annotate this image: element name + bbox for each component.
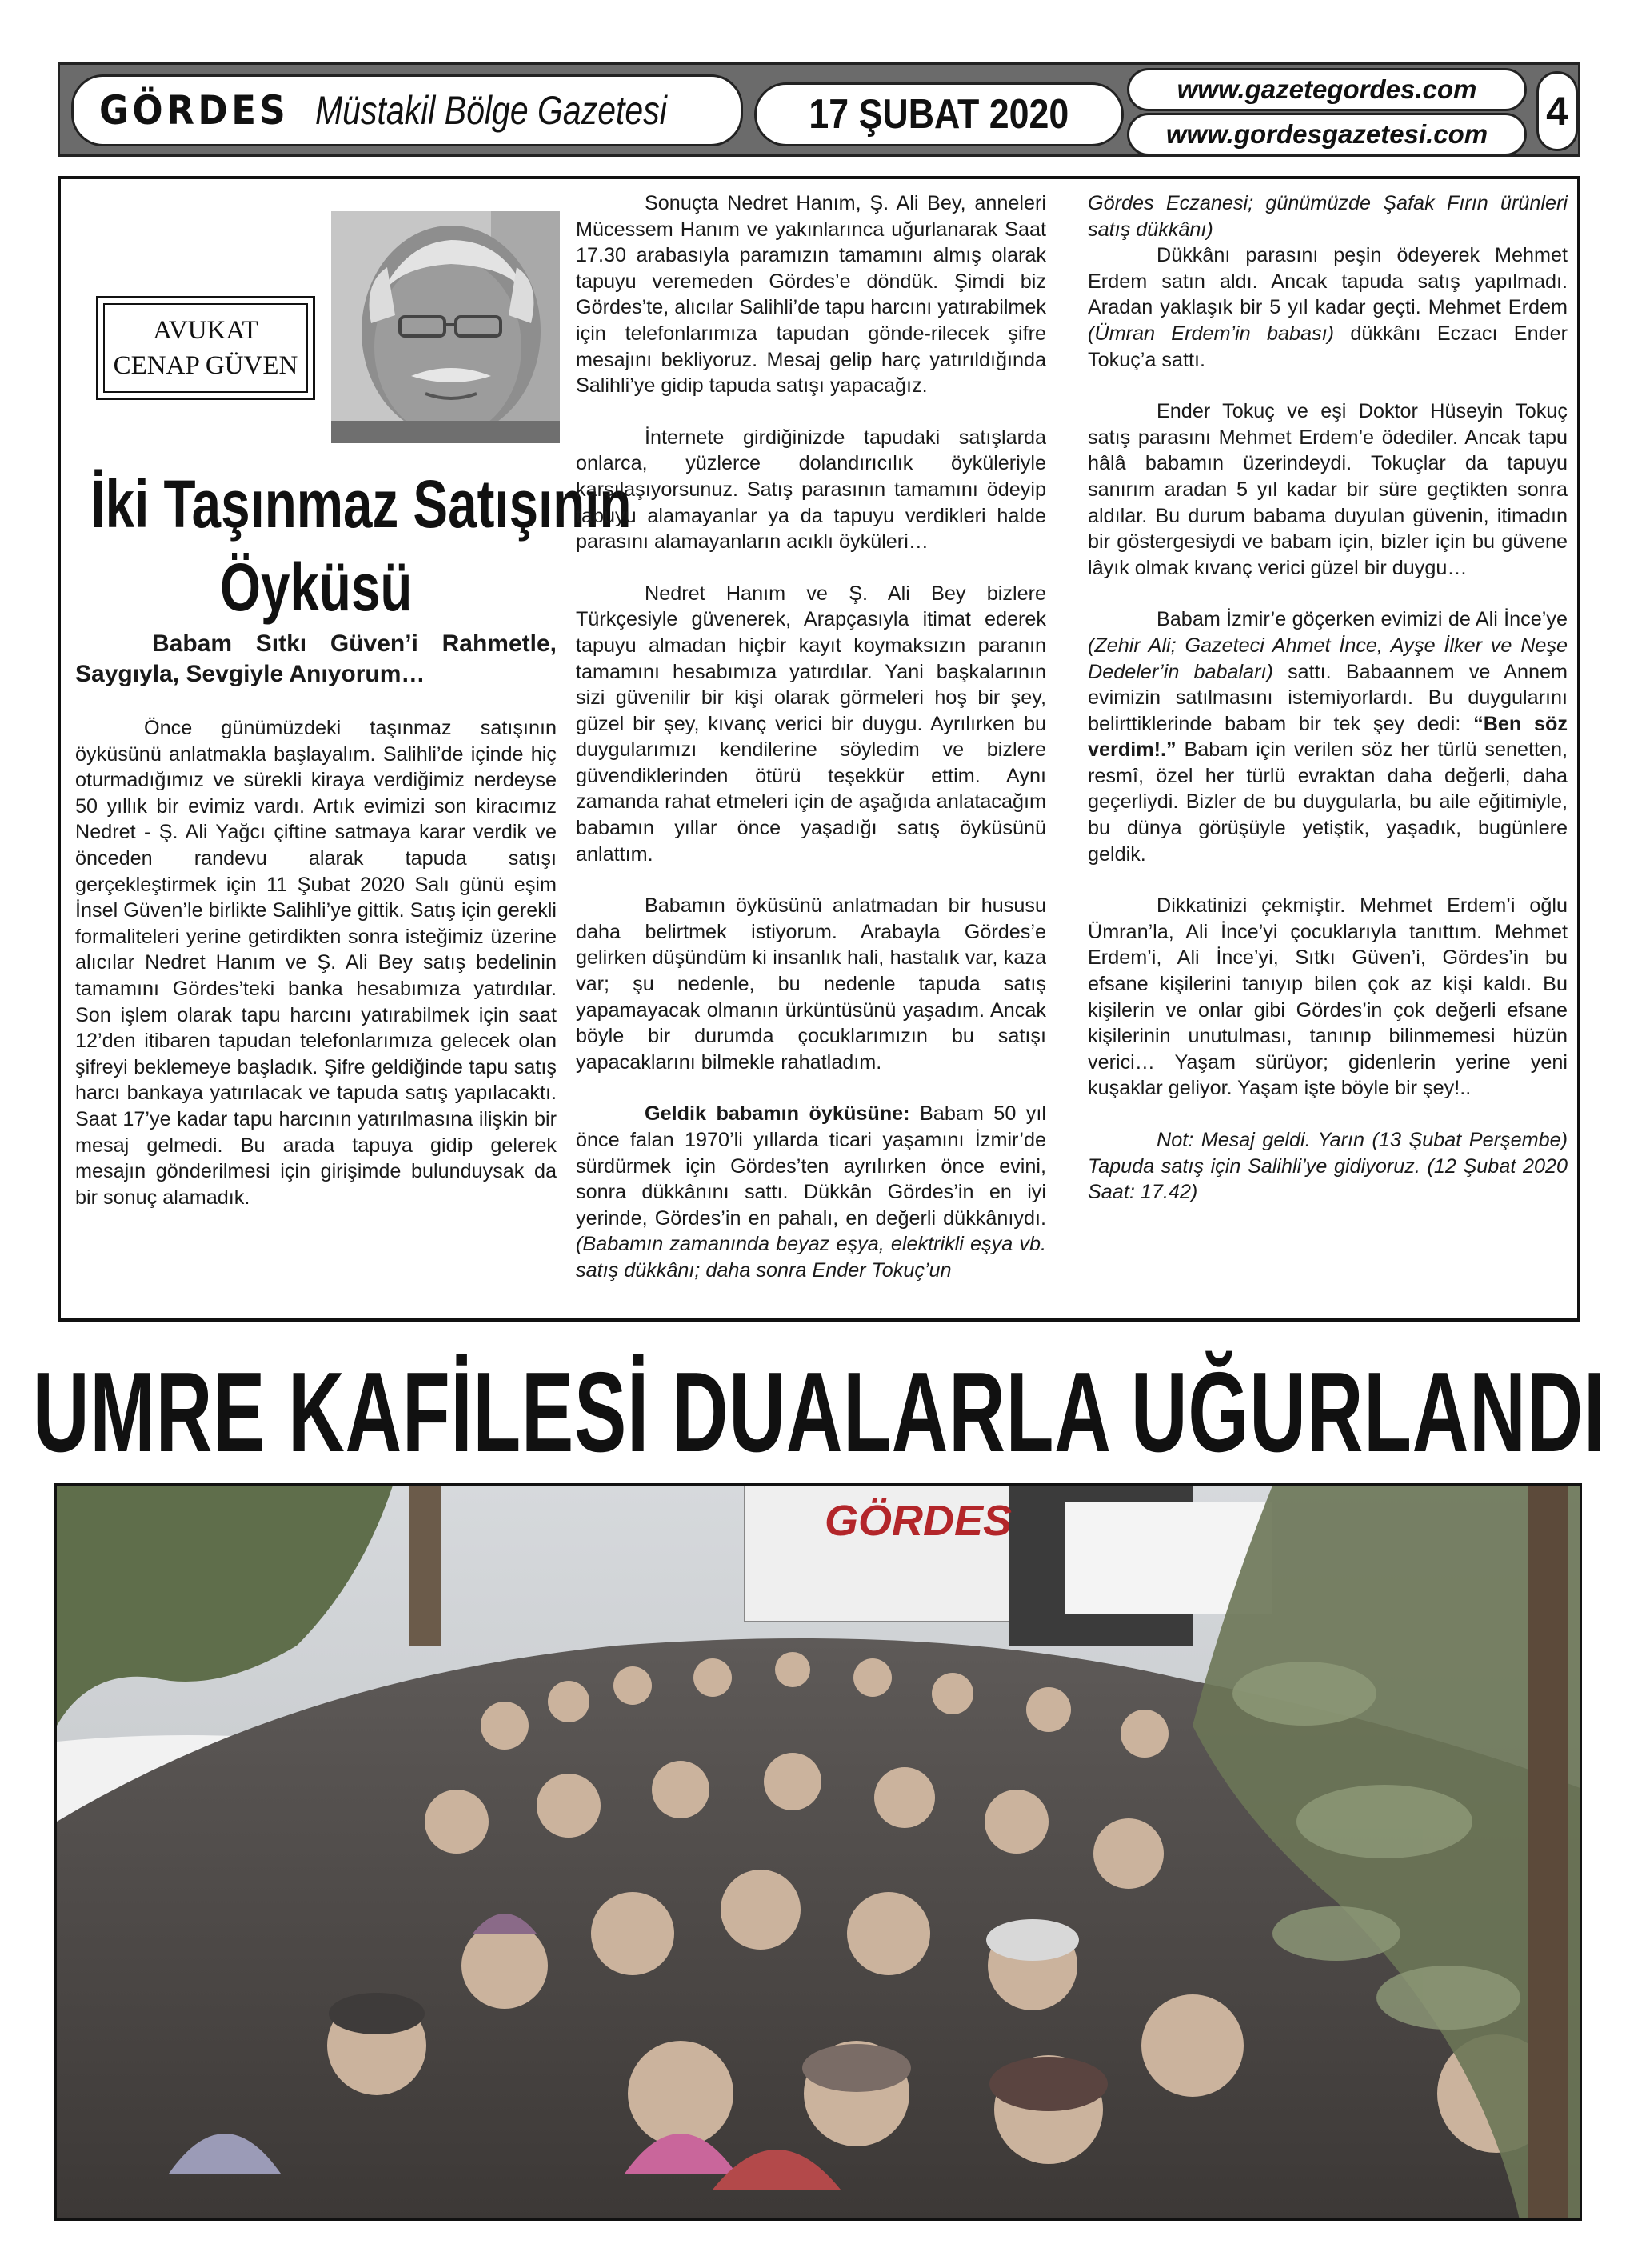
paragraph: Nedret Hanım ve Ş. Ali Bey bizlere Türkçesiyle güvenerek, Arapçasıyla itimat ederek tapuyu almadan hiçbir kayıt koymaksızın paranın tamamını hesabımıza yatırdılar. Yani başkalarının sizi güvenilir bir kişi olarak görmeleri hoş bir şey, güzel bir şey, kıvanç verici bir duygu. Ayrılırken bu duygularımızı kendilerine söyledim ve bizlere güvendiklerinden ötürü teşekkür ettim. Aynı zamanda rahat etmeleri için de aşağıda anlatacağım babamın yıllar önce yaşadığı satış öyküsünü anlattım. (576, 582, 1046, 866)
article-note: Not: Mesaj geldi. Yarın (13 Şubat Perşembe) Tapuda satış için Salihli’ye gidiyoruz. (12 Şubat 2020 Saat: 17.42) (1088, 1129, 1568, 1204)
author-title: AVUKAT (153, 316, 258, 345)
headline-line-2: Öyküsü (219, 550, 413, 625)
text-run: Babam için verilen söz her türlü senetten, resmî, özel her türlü evraktan daha değerli, daha geçerliydi. Bizler de bu duygularla, bu aile eğitimiyle, bu dünya görüşüyle yetiştik, yaşadık, bugünlere geldik. (1088, 738, 1568, 866)
text-run: dükkânı Eczacı Ender Tokuç’a sattı. (1088, 322, 1568, 371)
author-portrait-image (331, 211, 560, 443)
article-column-2 (576, 190, 1046, 1284)
paragraph (1088, 242, 1568, 373)
paragraph (576, 1101, 1046, 1283)
issue-date: 17 ŞUBAT 2020 (809, 91, 1069, 138)
column-article (58, 176, 1580, 1322)
author-photo (331, 211, 560, 443)
italic-run: (Babamın zamanında beyaz eşya, elektrikli eşya vb. satış dükkânı; daha sonra Ender Tokuç’un (576, 1233, 1046, 1282)
article-column-1 (75, 189, 632, 1210)
paragraph: Önce günümüzdeki taşınmaz satışının öyküsünü anlatmakla başlayalım. Salihli’de içinde hiç oturmadığımız ve sürekli kiraya verdiğimiz nerdeyse 50 yıllık bir evimiz vardı. Artık evimizi son kiracımız Nedret - Ş. Ali Yağcı çiftine satmaya karar verdik ve önceden randevu alarak tapuda satışı gerçekleştirmek için 11 Şubat 2020 Salı günü eşim İnsel Güven’le birlikte Salihli’ye gittik. Satış için gerekli formaliteleri yerine getirdikten sonra isteğimiz üzerine alıcılar Nedret Hanım ve Ş. Ali Bey satış bedelinin tamamını Gördes’teki banka hesabımıza yatırdılar. Son işlem olarak tapu harcını yatırabilmek için saat 12’den itibaren tapudan telefonlarımıza gelecek olan şifreyi beklemeye başladık. Şifre geldiğinde tapu satış harcı bankaya yatırılacak ve tapuda satış yapılacaktı. Saat 17’ye kadar tapu harcının yatırılmasına ilişkin bir mesaj gelmedi. Bu arada tapuya gidip gelerek mesajın gönderilmesi için girişimde bulunduysak da bir sonuç alamadık. (75, 717, 557, 1209)
bold-lead: Geldik babamın öyküsüne: (645, 1102, 910, 1126)
news-headline-text: UMRE KAFİLESİ DUALARLA UĞURLANDI (32, 1349, 1606, 1476)
paragraph: Ender Tokuç ve eşi Doktor Hüseyin Tokuç satış parasını Mehmet Erdem’e ödediler. Ancak tapu hâlâ babamın üzerindeydi. Tokuçlar da tapuyu sanırım aradan 5 yıl kadar bir süre geçtikten sonra aldılar. Bu durum babama duyulan güvenin, itimadın bir göstergesiydi ve babam için, bizler için bu güvene lâyık olmak kıvanç verici güzel bir duygu… (1088, 400, 1568, 579)
paragraph: Dikkatinizi çekmiştir. Mehmet Erdem’i oğlu Ümran’la, Ali İnce’yi çocuklarıyla tanıttım. Mehmet Erdem’i, Ali İnce’yi, Sıtkı Güven’i, Gördes’in bu efsane kişilerini tanıyıp bilen çok az kişi kaldı. Bu kişilerin ve onlar gibi Gördes’in çok değerli efsane kişilerinin unutulması, tanınıp bilinmemesi hüzün verici… Yaşam sürüyor; gidenlerin yerine yeni kuşaklar geliyor. Yaşam işte böyle bir şey!.. (1088, 894, 1568, 1100)
paragraph: Gördes Eczanesi; günümüzde Şafak Fırın ürünleri satış dükkânı) (1088, 192, 1568, 241)
masthead (58, 62, 1580, 157)
date-pill (754, 82, 1124, 146)
italic-run: (Ümran Erdem’in babası) (1088, 322, 1335, 345)
newspaper-subtitle: Müstakil Bölge Gazetesi (314, 88, 667, 133)
paragraph: İnternete girdiğinizde tapudaki satışlarda onlarca, yüzlerce dolandırıcılık öyküleriyle karşılaşıyorsunuz. Satış parasının tamamını ödeyip tapuyu alamayanlar ya da tapuyu verdikleri halde parasını alamayanların acıklı öyküleri… (576, 426, 1046, 554)
text-run: sattı. Babaannem ve Annem evimizin satılmasını istemiyorlardı. Bu duygularını belirttiklerinde babam bir tek şey dedi: (1088, 660, 1568, 735)
article-dedication: Babam Sıtkı Güven’i Rahmetle, Saygıyla, Sevgiyle Anıyorum… (75, 630, 557, 687)
bus-sign: GÖRDES (825, 1497, 1013, 1545)
author-name: CENAP GÜVEN (113, 351, 298, 380)
article-column-3 (1088, 190, 1568, 1206)
author-area (75, 189, 557, 453)
news-photo (54, 1483, 1582, 2221)
crowd-photo (57, 1486, 1582, 2221)
paragraph: Sonuçta Nedret Hanım, Ş. Ali Bey, anneleri Mücessem Hanım ve yakınlarınca uğurlanarak Saat 17.30 arabasıyla paramızın tamamını almış olarak tapuyu veremeden Gördes’e döndük. Şimdi biz Gördes’te, alıcılar Salihli’de tapu harcını yatırabilmek için telefonlarımıza tapudan gönde-rilecek şifre mesajını bekliyoruz. Mesaj gelip harç yatırıldığında Salihli’ye gidip tapuda satışı yapacağız. (576, 192, 1046, 398)
text-run: Babam 50 yıl önce falan 1970’li yıllarda ticari yaşamını İzmir’de sürdürmek için Gördes’ten ayrılırken önce evini, sonra dükkânını sattı. Dükkân Gördes’in en iyi yerinde, Gördes’in en pahalı, en değerli dükkânıydı. (576, 1102, 1046, 1230)
website-link-1[interactable]: www.gazetegordes.com (1177, 74, 1477, 104)
brand-pill (71, 74, 743, 146)
italic-run: (Zehir Ali; Gazeteci Ahmet İnce, Ayşe İlker ve Neşe Dedeler’in babaları) (1088, 634, 1568, 683)
website-pill-1 (1127, 68, 1527, 111)
bold-quote: “Ben söz verdim!.” (1088, 712, 1568, 762)
newspaper-name: GÖRDES (99, 87, 290, 134)
news-headline (32, 1349, 1606, 1476)
article-headline (90, 462, 632, 629)
text-run: Dükkânı parasını peşin ödeyerek Mehmet Erdem satın aldı. Ancak tapuda satış yapılmadı. Aradan yaklaşık bir 5 yıl kadar geçti. Mehmet Erdem (1088, 244, 1568, 319)
paragraph (1088, 606, 1568, 867)
text-run: Babam İzmir’e göçerken evimizi de Ali İnce’ye (1157, 608, 1568, 631)
page-number: 4 (1536, 71, 1578, 151)
author-box (96, 296, 315, 400)
headline-line-1: İki Taşınmaz Satışının (90, 466, 632, 542)
paragraph: Babamın öyküsünü anlatmadan bir hususu daha belirtmek istiyorum. Arabayla Gördes’e gelirken düşündüm ki insanlık hali, hastalık var, kaza var; şu nedenle, bu nedenle tapuda satış yapamayacak olmanın ürküntüsünü yaşadım. Ancak böyle bir durumda çocuklarımızın bu satışı yapacaklarını bilmekle rahatladım. (576, 894, 1046, 1074)
website-link-2[interactable]: www.gordesgazetesi.com (1165, 119, 1488, 149)
website-pill-2 (1127, 113, 1527, 156)
